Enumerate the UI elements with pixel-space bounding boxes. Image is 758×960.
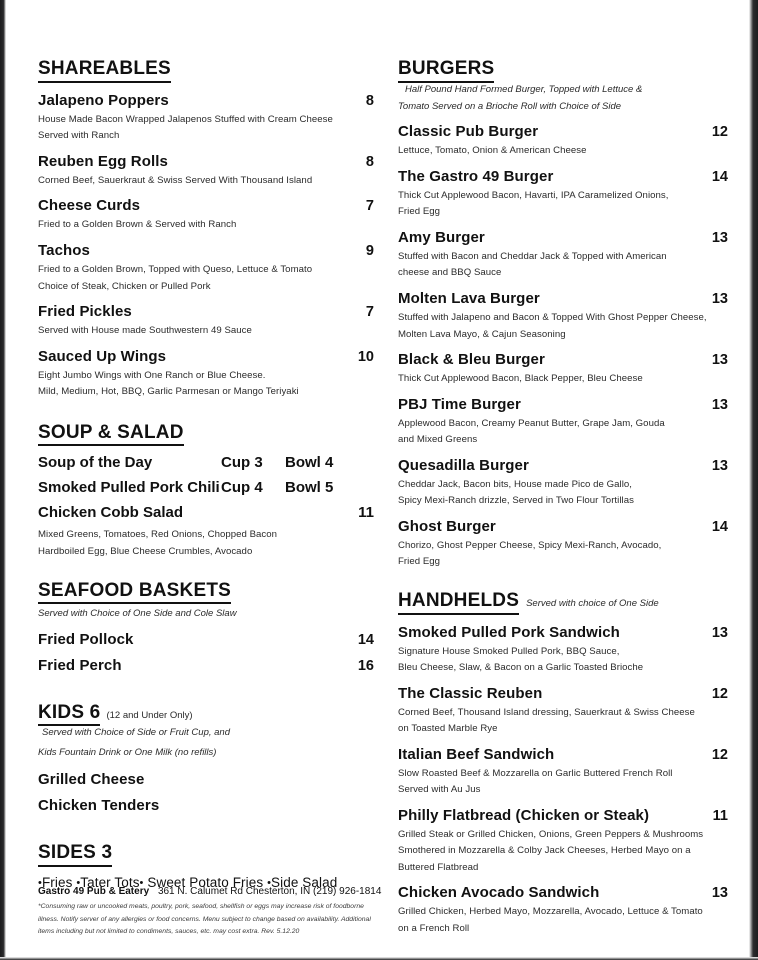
section-burgers <box>398 58 728 570</box>
section-soup-salad <box>38 422 374 560</box>
item-name: Chicken Avocado Sandwich <box>398 884 600 902</box>
item-description-line: Eight Jumbo Wings with One Ranch or Blue Cheese. <box>38 369 266 381</box>
menu-item <box>38 631 374 648</box>
bullet-icon: • <box>38 876 42 889</box>
menu-item <box>398 624 728 676</box>
menu-item <box>398 290 728 342</box>
scan-edge-right <box>749 0 758 960</box>
item-price: 11 <box>358 504 374 522</box>
section-note-kids-age: (12 and Under Only) <box>106 709 193 721</box>
item-name: Cheese Curds <box>38 197 141 215</box>
item-price: 9 <box>365 242 374 259</box>
item-description-line: Lettuce, Tomato, Onion & American Cheese <box>398 145 587 157</box>
item-price: 12 <box>711 685 728 702</box>
item-description-line: Grilled Chicken, Herbed Mayo, Mozzarella, Avocado, Lettuce & Tomato <box>398 906 703 918</box>
side-item: Tater Tots <box>80 874 140 890</box>
item-description-line: Fried to a Golden Brown, Topped with Queso, Lettuce & Tomato <box>38 263 313 275</box>
section-heading-seafood: SEAFOOD BASKETS <box>38 580 231 605</box>
item-name: Fried Perch <box>38 656 122 674</box>
item-description-line: Grilled Steak or Grilled Chicken, Onions, Green Peppers & Mushrooms <box>398 828 704 840</box>
menu-item <box>398 518 728 570</box>
footer <box>38 884 383 939</box>
menu-item <box>38 771 374 788</box>
item-description-line: Cheddar Jack, Bacon bits, House made Pico de Gallo, <box>398 478 632 490</box>
section-heading-handhelds: HANDHELDS <box>398 590 519 615</box>
menu-item <box>38 797 374 814</box>
item-description-line: cheese and BBQ Sauce <box>398 267 502 279</box>
item-description-line: Molten Lava Mayo, & Cajun Seasoning <box>398 328 566 340</box>
section-heading-soup-salad: SOUP & SALAD <box>38 422 184 447</box>
menu-item <box>398 807 728 876</box>
scan-edge-left <box>0 0 6 960</box>
item-name: Chicken Cobb Salad <box>38 504 184 522</box>
section-heading-shareables: SHAREABLES <box>38 58 171 83</box>
item-description-line: Fried Egg <box>398 556 441 568</box>
menu-item <box>398 457 728 509</box>
item-name: Fried Pollock <box>38 630 134 648</box>
side-item: Fries <box>41 874 73 890</box>
bullet-icon: • <box>76 876 81 889</box>
section-heading-kids: KIDS 6 <box>38 702 100 727</box>
item-description-line: Served with House made Southwestern 49 Sauce <box>38 325 252 337</box>
item-price: 16 <box>357 657 374 674</box>
menu-item <box>398 685 728 737</box>
item-description-line: Bleu Cheese, Slaw, & Bacon on a Garlic Toasted Brioche <box>398 662 644 674</box>
item-name: Reuben Egg Rolls <box>38 152 168 170</box>
item-description-line: Spicy Mexi-Ranch drizzle, Served in Two Flour Tortillas <box>398 495 634 507</box>
item-name: Tachos <box>38 241 91 259</box>
item-description-line: Choice of Steak, Chicken or Pulled Pork <box>38 280 211 292</box>
item-name: Black & Bleu Burger <box>398 351 545 369</box>
item-price: 11 <box>712 807 728 824</box>
item-price: 14 <box>711 518 728 535</box>
item-description-line: Corned Beef, Thousand Island dressing, Sauerkraut & Swiss Cheese <box>398 706 695 718</box>
item-price: 12 <box>711 124 728 141</box>
menu-item <box>398 229 728 281</box>
section-heading-burgers: BURGERS <box>398 58 494 83</box>
menu-item <box>38 657 374 674</box>
item-name: Smoked Pulled Pork Chili <box>38 479 220 497</box>
item-description-line: Served with Au Jus <box>398 784 481 796</box>
item-price: 7 <box>365 304 374 321</box>
section-note-kids-line1: Served with Choice of Side or Fruit Cup, and <box>42 727 230 739</box>
item-name: Smoked Pulled Pork Sandwich <box>398 623 620 641</box>
item-name: Molten Lava Burger <box>398 290 540 307</box>
side-item: Sweet Potato Fries <box>147 874 264 890</box>
item-description-line: and Mixed Greens <box>398 434 478 446</box>
menu-item <box>398 123 728 159</box>
item-price: 13 <box>711 396 728 413</box>
section-seafood-baskets <box>38 580 374 674</box>
item-name: Sauced Up Wings <box>38 347 167 365</box>
item-name: Classic Pub Burger <box>398 123 539 141</box>
bowl-price: Bowl 5 <box>285 479 334 497</box>
section-note-handhelds: Served with choice of One Side <box>526 597 659 609</box>
item-price: 13 <box>711 352 728 369</box>
item-description-line: Thick Cut Applewood Bacon, Havarti, IPA Caramelized Onions, <box>398 189 669 201</box>
section-handhelds <box>398 590 728 937</box>
item-price: 13 <box>711 457 728 474</box>
menu-item <box>38 153 374 189</box>
item-name: Quesadilla Burger <box>398 456 529 474</box>
item-price: 8 <box>365 92 374 109</box>
item-description-line: Slow Roasted Beef & Mozzarella on Garlic Buttered French Roll <box>398 767 673 779</box>
menu-item <box>38 303 374 339</box>
item-description-line: on a French Roll <box>398 922 470 934</box>
item-description-line: Hardboiled Egg, Blue Cheese Crumbles, Avocado <box>38 546 253 557</box>
section-note-kids-line2: Kids Fountain Drink or One Milk (no refills) <box>38 746 217 758</box>
menu-item <box>38 504 374 521</box>
item-price: 14 <box>711 168 728 185</box>
footer-business-line <box>38 884 383 899</box>
cup-price: Cup 3 <box>221 454 263 472</box>
section-note-seafood: Served with Choice of One Side and Cole Slaw <box>38 608 237 620</box>
item-name: The Gastro 49 Burger <box>398 167 554 185</box>
menu-item <box>38 197 374 233</box>
item-name: The Classic Reuben <box>398 684 543 702</box>
item-description-line: Fried Egg <box>398 206 441 218</box>
item-name: Philly Flatbread (Chicken or Steak) <box>398 806 650 824</box>
menu-item <box>398 168 728 220</box>
restaurant-address: 361 N. Calumet Rd Chesterton, IN (219) 926-1814 <box>157 886 382 897</box>
bullet-icon: • <box>139 876 144 889</box>
section-shareables <box>38 58 374 400</box>
soup-row <box>38 479 374 496</box>
item-description-line: Smothered in Mozzarella & Colby Jack Cheeses, Herbed Mayo on a <box>398 845 691 857</box>
item-price: 12 <box>711 746 728 763</box>
item-price: 13 <box>711 291 728 307</box>
soup-row <box>38 454 374 471</box>
item-name: Amy Burger <box>398 228 485 246</box>
item-price: 13 <box>711 229 728 246</box>
item-description-line: Applewood Bacon, Creamy Peanut Butter, Grape Jam, Gouda <box>398 417 665 429</box>
section-note-burgers-line2: Tomato Served on a Brioche Roll with Choice of Side <box>398 101 622 113</box>
item-description-line: House Made Bacon Wrapped Jalapenos Stuffed with Cream Cheese <box>38 113 333 125</box>
bullet-icon: • <box>267 876 272 889</box>
item-name: PBJ Time Burger <box>398 395 521 413</box>
item-price: 13 <box>711 885 728 902</box>
item-name: Ghost Burger <box>398 517 496 535</box>
item-name: Jalapeno Poppers <box>38 91 169 109</box>
section-kids <box>38 702 374 814</box>
menu-item <box>398 746 728 798</box>
item-description-line: on Toasted Marble Rye <box>398 723 498 735</box>
restaurant-name: Gastro 49 Pub & Eatery <box>38 886 150 897</box>
side-item: Side Salad <box>271 874 338 890</box>
item-name: Italian Beef Sandwich <box>398 745 555 763</box>
menu-item <box>398 396 728 448</box>
item-description-line: Corned Beef, Sauerkraut & Swiss Served With Thousand Island <box>38 174 313 186</box>
item-name: Fried Pickles <box>38 303 132 321</box>
footer-disclaimer: *Consuming raw or uncooked meats, poultry, pork, seafood, shellfish or eggs may increase risk of foodborne illness. Notify server of any allergies or food concerns. Menu subject to change based on availability. Additional items including but not limited to condiments, sauces, etc. may cost extra. Rev. 5.12.20 <box>38 903 371 936</box>
item-description-line: Signature House Smoked Pulled Pork, BBQ Sauce, <box>398 645 620 657</box>
item-description-line: Stuffed with Bacon and Cheddar Jack & Topped with American <box>398 250 667 262</box>
item-description-line: Served with Ranch <box>38 130 120 142</box>
item-description-line: Stuffed with Jalapeno and Bacon & Topped With Ghost Pepper Cheese, <box>398 312 707 323</box>
item-description-line: Mixed Greens, Tomatoes, Red Onions, Chopped Bacon <box>38 529 278 541</box>
section-note-burgers-line1: Half Pound Hand Formed Burger, Topped with Lettuce & <box>405 83 643 95</box>
item-name: Soup of the Day <box>38 454 153 472</box>
menu-item <box>38 92 374 144</box>
section-heading-sides: SIDES 3 <box>38 842 112 867</box>
item-description-line: Buttered Flatbread <box>398 861 479 873</box>
left-column <box>38 58 374 890</box>
right-column <box>398 58 728 936</box>
item-price: 10 <box>357 348 374 365</box>
menu-item <box>398 351 728 387</box>
menu-item <box>38 242 374 294</box>
item-name: Grilled Cheese <box>38 770 145 788</box>
item-description-line: Fried to a Golden Brown & Served with Ranch <box>38 219 237 231</box>
menu-item <box>398 884 728 936</box>
bowl-price: Bowl 4 <box>285 454 334 472</box>
item-description-line: Thick Cut Applewood Bacon, Black Pepper, Bleu Cheese <box>398 373 643 385</box>
cup-price: Cup 4 <box>221 479 263 497</box>
item-price: 7 <box>365 198 374 215</box>
item-name: Chicken Tenders <box>38 796 160 814</box>
item-price: 14 <box>357 631 374 648</box>
item-description-line: Mild, Medium, Hot, BBQ, Garlic Parmesan or Mango Teriyaki <box>38 386 299 398</box>
item-price: 13 <box>711 624 728 641</box>
item-price: 8 <box>365 153 374 170</box>
section-sides <box>38 842 374 890</box>
menu-item <box>38 348 374 400</box>
item-description-line: Chorizo, Ghost Pepper Cheese, Spicy Mexi-Ranch, Avocado, <box>398 539 662 551</box>
